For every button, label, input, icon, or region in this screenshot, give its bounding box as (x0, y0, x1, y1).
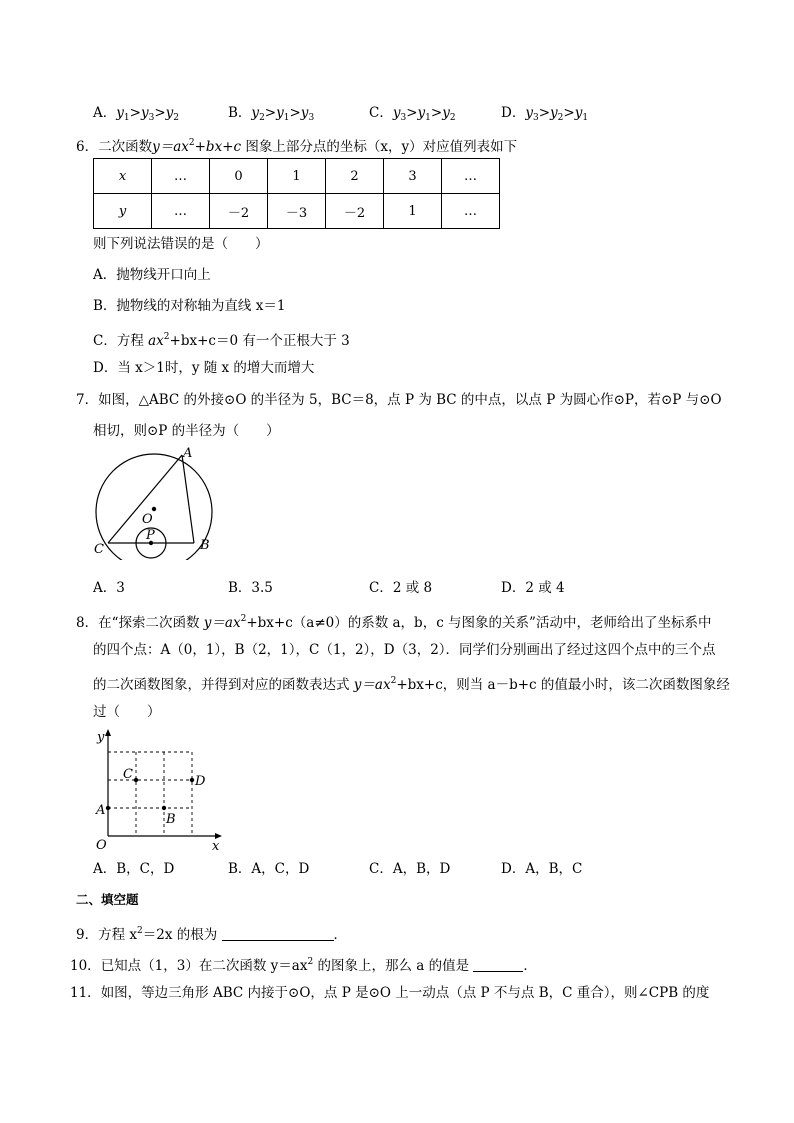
q7-option-c: C．2 或 8 (369, 580, 433, 596)
table-cell: 3 (384, 159, 442, 194)
label-c: C (94, 542, 104, 557)
grid-lines (108, 752, 192, 836)
table-cell: －2 (326, 194, 384, 229)
label-y-axis: y (97, 730, 105, 745)
table-cell: －2 (210, 194, 268, 229)
label-d: D (195, 774, 206, 789)
table-cell: 1 (268, 159, 326, 194)
table-row-x (94, 159, 500, 194)
q6-option-b: B．抛物线的对称轴为直线 x＝1 (93, 298, 286, 314)
label-c: C (123, 767, 133, 782)
q7-option-b: B．3.5 (228, 580, 273, 596)
q8-option-b: B．A，C，D (228, 861, 310, 877)
table-row-y (94, 194, 500, 229)
q7-circle-figure (88, 446, 220, 560)
q6-option-d: D．当 x＞1时，y 随 x 的增大而增大 (93, 360, 315, 376)
q8-stem-line3: 的二次函数图象，并得到对应的函数表达式 $y=ax^2+bx+c$，则当 a－b+c 的值最小时，该二次函数图象经 (93, 676, 730, 693)
q7-option-d: D．2 或 4 (501, 580, 565, 596)
label-b: B (200, 538, 210, 553)
label-origin: O (96, 838, 107, 853)
label-x-axis: x (212, 839, 220, 853)
q7-stem-line2: 相切，则⊙P 的半径为（ ） (93, 423, 280, 439)
q8-stem-line2: 的四个点：A（0，1），B（2，1），C（1，2），D（3，2）．同学们分别画出了经过这四个点中的三个点 (93, 642, 716, 658)
point-d (190, 778, 194, 782)
table-cell: －3 (268, 194, 326, 229)
point-b (162, 806, 166, 810)
table-cell: x (94, 159, 152, 194)
q8-stem-line1: 8．在“探索二次函数 $y=ax^2+bx+c(a\ne 0)$的系数 a，b，c 与图象的关系”活动中，老师给出了坐标系中 (76, 614, 712, 631)
q8-coordinate-figure (88, 727, 228, 853)
table-cell: … (152, 194, 210, 229)
q11-stem: 11．如图，等边三角形 ABC 内接于⊙O，点 P 是⊙O 上一动点（点 P 不与点 B，C 重合），则∠CPB 的度 (70, 985, 710, 1001)
q5-option-c: C．$y_3>y_1>y_2$ (369, 105, 456, 123)
q8-stem-line4: 过（ ） (93, 704, 161, 720)
label-b: B (166, 812, 176, 827)
table-cell: … (152, 159, 210, 194)
table-cell: 1 (384, 194, 442, 229)
label-o: O (142, 512, 153, 527)
label-a: A (183, 446, 193, 461)
table-cell: … (442, 194, 500, 229)
center-o-dot (152, 507, 156, 511)
point-a (106, 806, 110, 810)
q8-option-d: D．A，B，C (501, 861, 583, 877)
q5-option-d: D．$y_3>y_2>y_1$ (501, 105, 589, 123)
q6-stem: 6．二次函数$y=ax^2+bx+c$ 图象上部分点的坐标（x，y）对应值列表如下 (76, 138, 518, 155)
q9-answer-blank[interactable] (222, 940, 334, 941)
q7-option-a: A．3 (93, 580, 125, 596)
q8-option-c: C．A，B，D (369, 861, 451, 877)
q6-option-a: A．抛物线开口向上 (93, 267, 211, 283)
point-c (134, 778, 138, 782)
label-p: P (146, 528, 155, 543)
y-axis-arrow (105, 729, 111, 736)
q9-stem: 9．方程 $x^2=2x$ 的根为 ． (76, 926, 348, 943)
q6-ask: 则下列说法错误的是（ ） (93, 236, 269, 252)
table-cell: … (442, 159, 500, 194)
q10-stem: 10．已知点（1，3）在二次函数 $y=ax^2$ 的图象上，那么 a 的值是 ． (70, 957, 537, 974)
q6-option-c: C．方程 $ax^2+bx+c=0$ 有一个正根大于 3 (93, 332, 350, 349)
section-title-fill-blank: 二、填空题 (76, 892, 139, 907)
q6-value-table (93, 158, 500, 229)
q10-answer-blank[interactable] (473, 971, 523, 972)
table-cell: y (94, 194, 152, 229)
q5-option-b: B．$y_2>y_1>y_3$ (228, 105, 315, 123)
table-cell: 0 (210, 159, 268, 194)
q7-stem-line1: 7．如图，△ABC 的外接⊙O 的半径为 5，BC＝8，点 P 为 BC 的中点，以点 P 为圆心作⊙P，若⊙P 与⊙O (76, 392, 722, 408)
table-cell: 2 (326, 159, 384, 194)
q8-option-a: A．B，C，D (93, 861, 175, 877)
label-a: A (96, 803, 106, 818)
q5-option-a: A．$y_1>y_3>y_2$ (93, 105, 179, 123)
